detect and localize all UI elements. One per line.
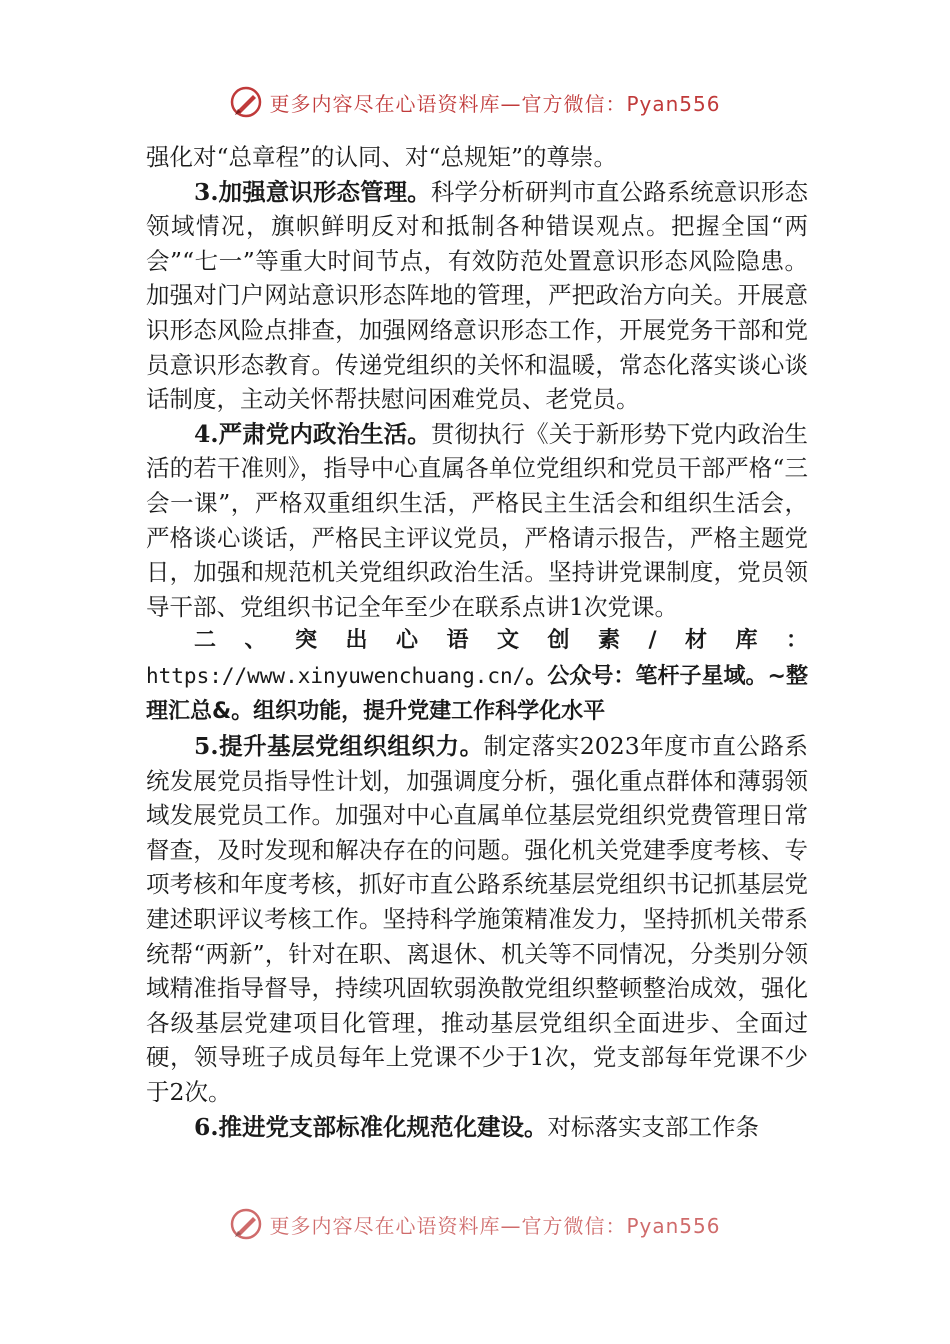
pen-logo-icon [229,1207,263,1241]
paragraph-3-body: 科学分析研判市直公路系统意识形态领域情况，旗帜鲜明反对和抵制各种错误观点。把握全国“两会”“七一”等重大时间节点，有效防范处置意识形态风险隐患。加强对门户网站意识形态阵地的管理，严把政治方向关。开展意识形态风险点排查，加强网络意识形态工作，开展党务干部和党员意识形态教育。传递党组织的关怀和温暖，常态化落实谈心谈话制度，主动关怀帮扶慰问困难党员、老党员。 [146,177,808,414]
watermark-header [0,82,950,122]
paragraph-4 [146,417,808,625]
paragraph-5-title: 5.提升基层党组织组织力。 [194,732,484,761]
section-heading-2 [146,624,808,729]
section-heading-2-text: 二、突出心语文创素/材库： [194,628,808,654]
pen-logo-icon [229,85,263,119]
paragraph-4-body: 贯彻执行《关于新形势下党内政治生活的若干准则》，指导中心直属各单位党组织和党员干部严格“三会一课”，严格双重组织生活，严格民主生活会和组织生活会，严格谈心谈话，严格民主评议党员，严格请示报告，严格主题党日，加强和规范机关党组织政治生活。坚持讲党课制度，党员领导干部、党组织书记全年至少在联系点讲1次党课。 [146,419,808,621]
document-body [146,140,808,1144]
paragraph-3-title: 3.加强意识形态管理。 [194,177,431,206]
paragraph-3 [146,175,808,417]
paragraph-continuation: 强化对“总章程”的认同、对“总规矩”的尊崇。 [146,143,618,171]
watermark-footer [0,1204,950,1244]
paragraph-5 [146,729,808,1110]
paragraph-6-title: 6.推进党支部标准化规范化建设。 [194,1112,548,1141]
section-heading-2-url: https://www.xinyuwenchuang.cn/ [146,663,526,688]
paragraph-5-body: 制定落实2023年度市直公路系统发展党员指导性计划，加强调度分析，强化重点群体和薄弱领域发展党员工作。加强对中心直属单位基层党组织党费管理日常督查，及时发现和解决存在的问题。强化机关党建季度考核、专项考核和年度考核，抓好市直公路系统基层党组织书记抓基层党建述职评议考核工作。坚持科学施策精准发力，坚持抓机关带系统帮“两新”，针对在职、离退休、机关等不同情况，分类别分领域精准指导督导，持续巩固软弱涣散党组织整顿整治成效，强化各级基层党建项目化管理，推动基层党组织全面进步、全面过硬，领导班子成员每年上党课不少于1次，党支部每年党课不少于2次。 [146,732,808,1107]
watermark-text: 更多内容尽在心语资料库—官方微信：Pyan556 [269,91,721,116]
paragraph-6-body: 对标落实支部工作条 [547,1112,760,1141]
section-heading-2-tail: 。公众号：笔杆子星域。~整理汇总&。组织功能，提升党建工作科学化水平 [146,663,808,724]
watermark-text: 更多内容尽在心语资料库—官方微信：Pyan556 [269,1213,721,1238]
paragraph-4-title: 4.严肃党内政治生活。 [194,419,431,448]
paragraph-6 [146,1110,808,1145]
